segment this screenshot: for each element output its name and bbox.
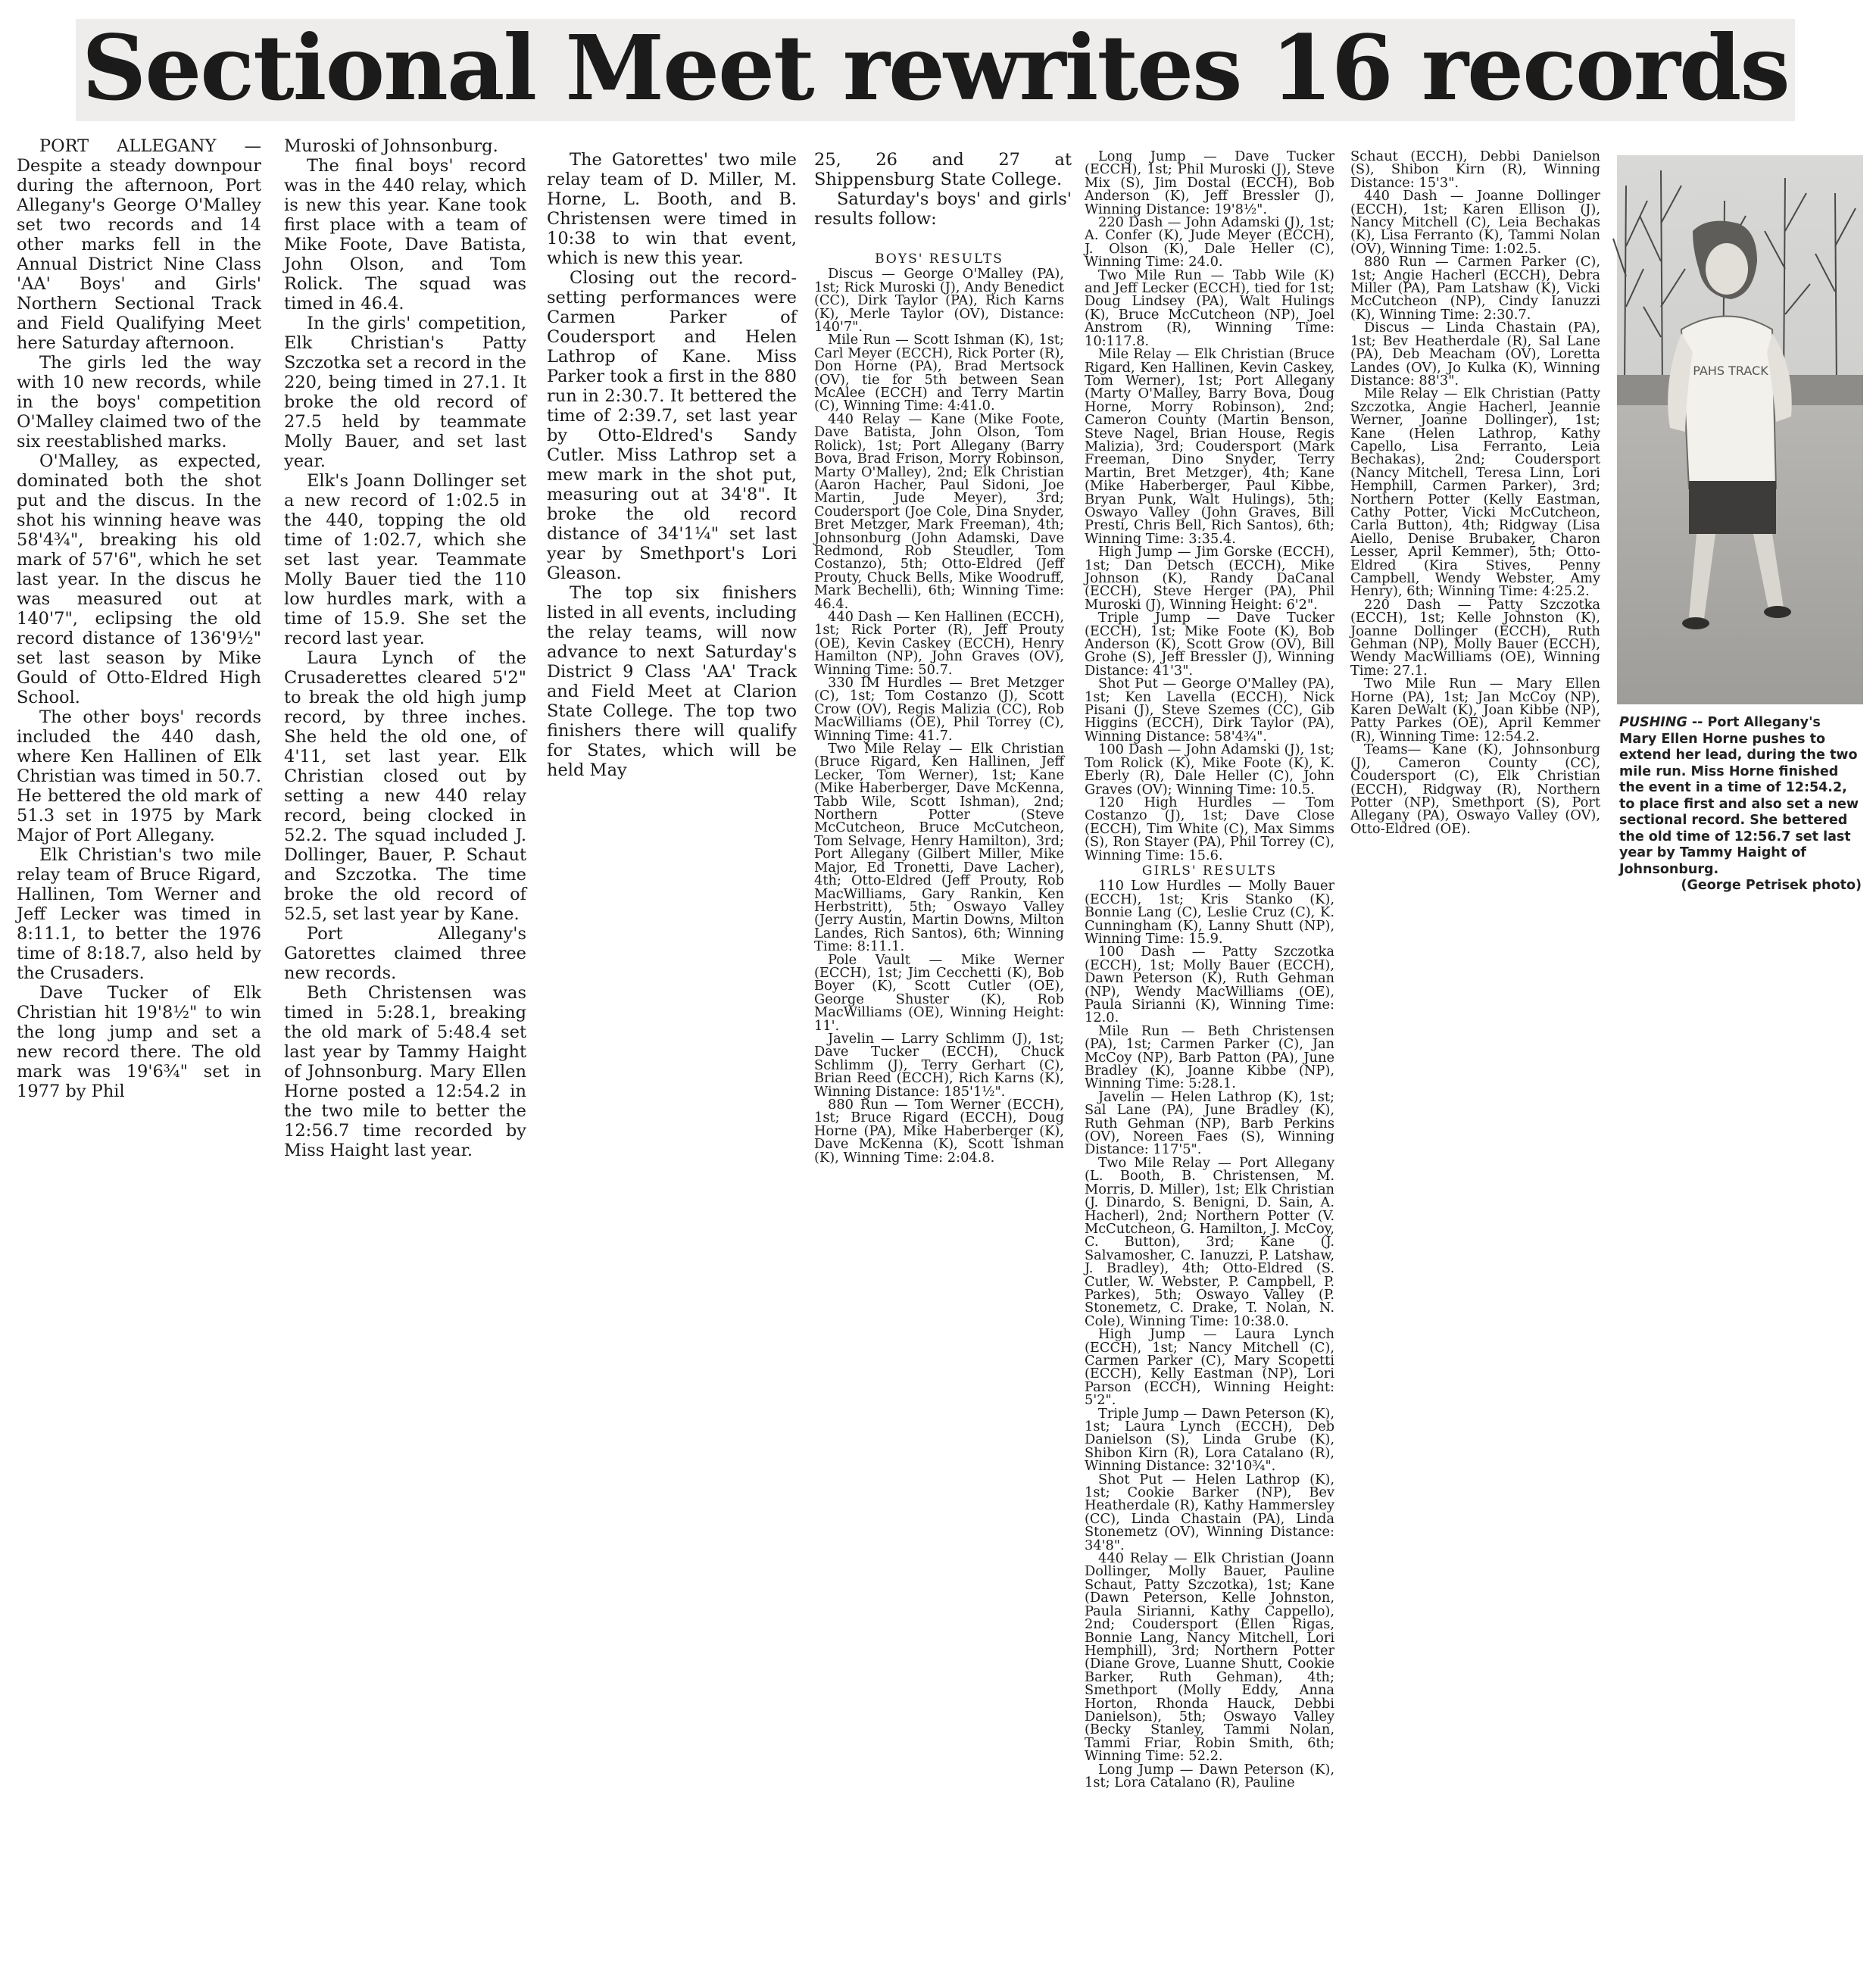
story-paragraph: Dave Tucker of Elk Christian hit 19'8½" to win the long jump and set a new record there. The old mark was 19'6¾" set in 1977 by Phil <box>17 983 261 1101</box>
result-entry: 100 Dash — Patty Szczotka (ECCH), 1st; Molly Bauer (ECCH), Dawn Peterson (K), Ruth Gehman (NP), Wendy MacWilliams (OE), Paula Sirianni (K), Winning Time: 12.0. <box>1085 944 1334 1026</box>
result-entry: Mile Relay — Elk Christian (Bruce Rigard, Ken Hallinen, Kevin Caskey, Tom Werner), 1st; Port Allegany (Marty O'Malley, Barry Bova, Doug Horne, Morry Robinson), 2nd; Cameron County (Martin Benson, Steve Nagel, Brian House, Regis Malizia), 3rd; Coudersport (Mark Freeman, Dino Snyder, Terry Martin, Bret Metzger), 4th; Kane (Mike Haberberger, Paul Kibbe, Bryan Punk, Walt Hulings), 5th; Oswayo Valley (John Graves, Bill Presti, Chris Bell, Rich Santos), 6th; Winning Time: 3:35.4. <box>1085 346 1334 547</box>
story-paragraph: Muroski of Johnsonburg. <box>284 136 498 156</box>
story-paragraph: The other boys' records included the 440 dash, where Ken Hallinen of Elk Christian was timed in 50.7. He bettered the old mark of 51.3 set in 1975 by Mark Major of Port Allegany. <box>17 707 261 845</box>
result-entry: 440 Dash — Ken Hallinen (ECCH), 1st; Rick Porter (R), Jeff Prouty (OE), Kevin Caskey (ECCH), Henry Hamilton (NP), John Graves (OV), Winning Time: 50.7. <box>814 608 1065 678</box>
result-entry: High Jump — Laura Lynch (ECCH), 1st; Nancy Mitchell (C), Carmen Parker (C), Mary Scopetti (ECCH), Kelly Eastman (NP), Lori Parson (ECCH), Winning Height: 5'2". <box>1085 1326 1334 1409</box>
result-entry: 440 Dash — Joanne Dollinger (ECCH), 1st; Karen Ellison (J), Nancy Mitchell (C), Leia Bechakas (K), Lisa Ferranto (K), Tammi Nolan (OV), Winning Time: 1:02.5. <box>1350 188 1600 257</box>
result-entry: Long Jump — Dave Tucker (ECCH), 1st; Phil Muroski (J), Steve Mix (S), Jim Dostal (ECCH), Bob Anderson (K), Jeff Bressler (J), Winning Distance: 19'8½". <box>1085 148 1334 217</box>
story-column-1 <box>17 136 261 1113</box>
result-entry: Mile Run — Scott Ishman (K), 1st; Carl Meyer (ECCH), Rick Porter (R), Don Horne (PA), Brad Mertsock (OV), tie for 5th between Sean McAlee (ECCH) and Terry Martin (C), Winning Time: 4:41.0. <box>814 332 1064 414</box>
result-entry: Javelin — Helen Lathrop (K), 1st; Sal Lane (PA), June Bradley (K), Ruth Gehman (NP), Barb Perkins (OV), Noreen Faes (S), Winning Distance: 117'5". <box>1085 1088 1334 1158</box>
story-paragraph: Closing out the record-setting performances were Carmen Parker of Coudersport and Helen Lathrop of Kane. Miss Parker took a first in the 880 run in 2:30.7. It bettered the time of 2:39.7, set last year by Otto-Eldred's Sandy Cutler. Miss Lathrop set a mew mark in the shot put, measuring out at 34'8". It broke the old record distance of 34'1¼" set last year by Smethport's Lori Gleason. <box>547 268 797 583</box>
result-entry: 220 Dash — John Adamski (J), 1st; A. Confer (K), Jude Meyer (ECCH), J. Olson (K), Dale Heller (C), Winning Time: 24.0. <box>1085 214 1334 270</box>
results-column-mixed <box>1085 150 1334 1971</box>
headline: Sectional Meet rewrites 16 records <box>82 15 1789 120</box>
result-entry: Two Mile Relay — Port Allegany (L. Booth, B. Christensen, M. Morris, D. Miller), 1st; Elk Christian (J. Dinardo, S. Benigni, D. Sain, A. Hacherl), 2nd; Northern Potter (V. McCutcheon, G. Hamilton, J. McCoy, C. Button), 3rd; Kane (J. Salvamosher, C. Ianuzzi, P. Latshaw, J. Bradley), 4th; Otto-Eldred (S. Cutler, W. Webster, P. Campbell, P. Parkes), 5th; Oswayo Valley (P. Stonemetz, C. Drake, T. Nolan, N. Cole), Winning Time: 10:38.0. <box>1085 1154 1334 1329</box>
story-paragraph: 25, 26 and 27 at Shippensburg State College. <box>814 150 1072 189</box>
result-entry: 440 Relay — Elk Christian (Joann Dollinger, Molly Bauer, Pauline Schaut, Patty Szczotka), 1st; Kane (Dawn Peterson, Kelle Johnston, Paula Sirianni, Kathy Cappello), 2nd; Coudersport (Ellen Rigas, Bonnie Lang, Nancy Mitchell, Lori Hemphill), 3rd; Northern Potter (Diane Grove, Luanne Shutt, Cookie Barker, Ruth Gehman), 4th; Smethport (Molly Eddy, Anna Horton, Rhonda Hauck, Debbi Danielson), 5th; Oswayo Valley (Becky Stanley, Tammi Nolan, Tammi Friar, Robin Smith, 6th; Winning Time: 52.2. <box>1085 1550 1334 1765</box>
result-entry: Long Jump — Dawn Peterson (K), 1st; Lora Catalano (R), Pauline <box>1085 1761 1334 1790</box>
result-entry: Schaut (ECCH), Debbi Danielson (S), Shibon Kirn (R), Winning Distance: 15'3". <box>1350 148 1600 191</box>
story-paragraph: O'Malley, as expected, dominated both the shot put and the discus. In the shot his winning heave was 58'4¾", breaking his old mark of 57'6", which he set last year. In the discus he was measured out at 140'7", eclipsing the old record distance of 136'9½" set last season by Mike Gould of Otto-Eldred High School. <box>17 451 261 707</box>
boys-results-heading: BOYS' RESULTS <box>875 251 1004 267</box>
runner-photo-image <box>1617 155 1863 704</box>
result-entry: 220 Dash — Patty Szczotka (ECCH), 1st; Kelle Johnston (K), Joanne Dollinger (ECCH), Ruth Gehman (NP), Molly Bauer (ECCH), Wendy MacWilliams (OE), Winning Time: 27.1. <box>1350 596 1600 679</box>
story-paragraph: PORT ALLEGANY — Despite a steady downpour during the afternoon, Port Allegany's George O'Malley set two records and 14 other marks fell in the Annual District Nine Class 'AA' Boys' and Girls' Northern Sectional Track and Field Qualifying Meet here Saturday afternoon. <box>17 136 261 353</box>
story-paragraph: Beth Christensen was timed in 5:28.1, breaking the old mark of 5:48.4 set last year by Tammy Haight of Johnsonburg. Mary Ellen Horne posted a 12:54.2 in the two mile to better the 12:56.7 time recorded by Miss Haight last year. <box>284 983 526 1160</box>
result-entry: Triple Jump — Dave Tucker (ECCH), 1st; Mike Foote (K), Bob Anderson (K), Scott Grow (OV), Bill Grohe (S), Jeff Bressler (J), Winning Distance: 41'3". <box>1085 610 1334 679</box>
story-paragraph: Elk's Joann Dollinger set a new record of 1:02.5 in the 440, topping the old time of 1:02.7, which she set last year. Teammate Molly Bauer tied the 110 low hurdles mark, with a time of 15.9. She set the record last year. <box>284 471 526 648</box>
result-entry: Mile Relay — Elk Christian (Patty Szczotka, Angie Hacherl, Jeannie Werner, Joanne Dollinger), 1st; Kane (Helen Lathrop, Kathy Capello, Lisa Ferranto, Leia Bechakas), 2nd; Coudersport (Nancy Mitchell, Teresa Linn, Lori Hemphill, Carmen Parker), 3rd; Northern Potter (Kelly Eastman, Cathy Potter, Vicki McCutcheon, Carla Button), 4th; Ridgway (Lisa Aiello, Denise Brubaker, Charon Lesser, April Kemmer), 5th; Otto-Eldred (Kira Stives, Penny Campbell, Wendy Webster, Amy Henry), 6th; Winning Time: 4:25.2. <box>1350 386 1600 600</box>
story-paragraph: The top six finishers listed in all events, including the relay teams, will now advance to next Saturday's District 9 Class 'AA' Track and Field Meet at Clarion State College. The top two finishers there will qualify for States, which will be held May <box>547 583 797 780</box>
results-column-boys <box>814 250 1064 1250</box>
result-entry: Pole Vault — Mike Werner (ECCH), 1st; Jim Cecchetti (K), Bob Boyer (K), Scott Cutler (OE), George Shuster (K), Rob MacWilliams (OE), Winning Height: 11'. <box>814 951 1064 1034</box>
story-paragraph: Laura Lynch of the Crusaderettes cleared 5'2" to break the old high jump record, by three inches. She held the old one, of 4'11, set last year. Elk Christian closed out by setting a new 440 relay record, being clocked in 52.2. The squad included J. Dollinger, Bauer, P. Schaut and Szczotka. The time broke the old record of 52.5, set last year by Kane. <box>284 648 526 924</box>
story-paragraph: The final boys' record was in the 440 relay, which is new this year. Kane took first place with a team of Mike Foote, Dave Batista, John Olson, and Tom Rolick. The squad was timed in 46.4. <box>284 156 526 314</box>
result-entry: Discus — Linda Chastain (PA), 1st; Bev Heatherdale (R), Sal Lane (PA), Deb Meacham (OV), Loretta Landes (OV), Jo Kulka (K), Winning Distance: 88'3". <box>1350 320 1600 389</box>
result-entry: High Jump — Jim Gorske (ECCH), 1st; Dan Detsch (ECCH), Mike Johnson (K), Randy DaCanal (ECCH), Steve Herger (PA), Phil Muroski (J), Winning Height: 6'2". <box>1085 544 1334 613</box>
result-entry: Teams— Kane (K), Johnsonburg (J), Cameron County (CC), Coudersport (C), Elk Christian (ECCH), Ridgway (R), Northern Potter (NP), Smethport (S), Port Allegany (PA), Oswayo Valley (OV), Otto-Eldred (OE). <box>1350 741 1600 837</box>
result-entry: Javelin — Larry Schlimm (J), 1st; Dave Tucker (ECCH), Chuck Schlimm (J), Terry Gerhart (C), Brian Reed (ECCH), Rich Karns (K), Winning Distance: 185'1½". <box>814 1030 1064 1100</box>
result-entry: Shot Put — Helen Lathrop (K), 1st; Cookie Barker (NP), Bev Heatherdale (R), Kathy Hammersley (CC), Linda Chastain (PA), Linda Stonemetz (OV), Winning Distance: 34'8". <box>1085 1471 1334 1553</box>
result-entry: Discus — George O'Malley (PA), 1st; Rick Muroski (J), Andy Benedict (CC), Dirk Taylor (PA), Rich Karns (K), Merle Taylor (OV), Distance: 140'7". <box>814 266 1064 336</box>
story-paragraph: Elk Christian's two mile relay team of Bruce Rigard, Hallinen, Tom Werner and Jeff Lecker was timed in 8:11.1, to better the 1976 time of 8:18.7, also held by the Crusaders. <box>17 845 261 983</box>
result-entry: Two Mile Relay — Elk Christian (Bruce Rigard, Ken Hallinen, Jeff Lecker, Tom Werner), 1st; Kane (Mike Haberberger, Dave McKenna, Tabb Wile, Scott Ishman), 2nd; Northern Potter (Steve McCutcheon, Bruce McCutcheon, Tom Selvage, Henry Hamilton), 3rd; Port Allegany (Gilbert Miller, Mike Major, Ed Tronetti, Dave Lacher), 4th; Otto-Eldred (Jeff Prouty, Rob MacWilliams, Gary Rankin, Ken Herbstritt), 5th; Oswayo Valley (Jerry Austin, Martin Downs, Milton Landes, Rich Santos), 6th; Winning Time: 8:11.1. <box>814 741 1064 955</box>
photo-credit: (George Petrisek photo) <box>1681 878 1862 893</box>
caption-lead: PUSHING <box>1619 715 1687 730</box>
result-entry: 880 Run — Tom Werner (ECCH), 1st; Bruce Rigard (ECCH), Doug Horne (PA), Mike Haberberger (K), Dave McKenna (K), Scott Ishman (K), Winning Time: 2:04.8. <box>814 1097 1064 1166</box>
story-paragraph: Port Allegany's Gatorettes claimed three new records. <box>284 924 526 983</box>
result-entry: Shot Put — George O'Malley (PA), 1st; Ken Lavella (ECCH), Nick Pisani (J), Steve Szemes (CC), Gib Higgins (ECCH), Dirk Taylor (PA), Winning Distance: 58'4¾". <box>1085 676 1334 745</box>
result-entry: 330 IM Hurdles — Bret Metzger (C), 1st; Tom Costanzo (J), Scott Crow (OV), Regis Malizia (CC), Rob MacWilliams (OE), Phil Torrey (C), Winning Time: 41.7. <box>814 675 1064 744</box>
story-paragraph: The girls led the way with 10 new records, while in the boys' competition O'Malley claimed two of the six reestablished marks. <box>17 353 261 451</box>
result-entry: Two Mile Run — Mary Ellen Horne (PA), 1st; Jan McCoy (NP), Karen DeWalt (K), Joan Kibbe (NP), Patty Parkes (OE), April Kemmer (R), Winning Time: 12:54.2. <box>1350 676 1600 745</box>
story-paragraph: Saturday's boys' and girls' results follow: <box>814 189 1072 229</box>
result-entry: Two Mile Run — Tabb Wile (K) and Jeff Lecker (ECCH), tied for 1st; Doug Lindsey (PA), Walt Hulings (K), Bruce McCutcheon (NP), Joel Anstrom (R), Winning Time: 10:117.8. <box>1085 267 1334 349</box>
shirt-lettering: PAHS TRACK <box>1693 364 1768 378</box>
result-entry: 110 Low Hurdles — Molly Bauer (ECCH), 1st; Kris Stanko (K), Bonnie Lang (C), Leslie Cruz (C), K. Cunningham (K), Lanny Shutt (NP), Winning Time: 15.9. <box>1085 878 1334 947</box>
results-column-girls <box>1350 150 1600 930</box>
story-paragraph: In the girls' competition, Elk Christian's Patty Szczotka set a record in the 220, being timed in 27.1. It broke the old record of 27.5 held by teammate Molly Bauer, and set last year. <box>284 314 526 471</box>
caption-body: -- Port Allegany's Mary Ellen Horne pushes to extend her lead, during the two mile run. Miss Horne finished the event in a time of 12:54.2, to place first and also set a new sectional record. She bettered the old time of 12:56.7 set last year by Tammy Haight of Johnsonburg. <box>1619 715 1859 877</box>
runner-photo <box>1617 155 1863 704</box>
story-column-3 <box>547 150 797 801</box>
result-entry: 880 Run — Carmen Parker (C), 1st; Angie Hacherl (ECCH), Debra Miller (PA), Pam Latshaw (K), Vicki McCutcheon (NP), Cindy Ianuzzi (K), Winning Time: 2:30.7. <box>1350 254 1600 323</box>
story-paragraph: The Gatorettes' two mile relay team of D. Miller, M. Horne, L. Booth, and B. Christensen were timed in 10:38 to win that event, which is new this year. <box>547 150 797 268</box>
result-entry: 120 High Hurdles — Tom Costanzo (J), 1st; Dave Close (ECCH), Tim White (C), Max Simms (S), Ron Stayer (PA), Phil Torrey (C), Winning Time: 15.6. <box>1085 794 1334 863</box>
result-entry: Mile Run — Beth Christensen (PA), 1st; Carmen Parker (C), Jan McCoy (NP), Barb Patton (PA), June Bradley (K), Joanne Kibbe (NP), Winning Time: 5:28.1. <box>1085 1022 1334 1092</box>
result-entry: 100 Dash — John Adamski (J), 1st; Tom Rolick (K), Mike Foote (K), K. Eberly (R), Dale Heller (C), John Graves (OV); Winning Time: 10.5. <box>1085 741 1334 798</box>
result-entry: Triple Jump — Dawn Peterson (K), 1st; Laura Lynch (ECCH), Deb Danielson (S), Linda Grube (K), Shibon Kirn (R), Lora Catalano (R), Winning Distance: 32'10¾". <box>1085 1405 1334 1475</box>
photo-caption <box>1619 715 1862 894</box>
story-column-2 <box>284 136 526 1160</box>
results-intro <box>814 150 1072 248</box>
girls-results-heading: GIRLS' RESULTS <box>1141 863 1278 879</box>
result-entry: 440 Relay — Kane (Mike Foote, Dave Batista, John Olson, Tom Rolick), 1st; Port Allegany (Barry Bova, Brad Frison, Morry Robinson, Marty O'Malley), 2nd; Elk Christian (Aaron Hacher, Paul Sidoni, Joe Martin, Jude Meyer), 3rd; Coudersport (Joe Cole, Dina Snyder, Bret Metzger, Mark Freeman), 4th; Johnsonburg (John Adamski, Dave Redmond, Rob Steudler, Tom Costanzo), 5th; Otto-Eldred (Jeff Prouty, Chuck Bells, Mike Woodruff, Mark Bechelli), 6th; Winning Time: 46.4. <box>814 410 1064 612</box>
